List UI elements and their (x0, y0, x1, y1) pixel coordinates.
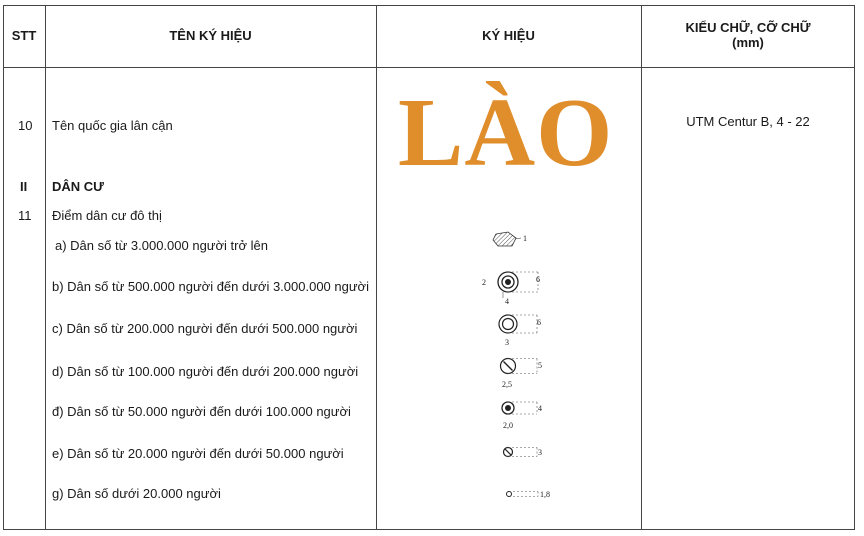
center-dot-icon (505, 279, 511, 285)
dim-label: 2,5 (502, 380, 512, 389)
row-name: Tên quốc gia lân cận (52, 118, 173, 133)
item-label: c) Dân số từ 200.000 người đến dưới 500.000 người (52, 321, 358, 336)
row-name: Điểm dân cư đô thị (52, 208, 162, 223)
dim-label: 5 (538, 361, 542, 370)
dim-label: 3 (505, 338, 509, 347)
item-label: đ) Dân số từ 50.000 người đến dưới 100.000 người (52, 404, 351, 419)
col-divider (45, 6, 46, 529)
city-symbol-d (497, 354, 557, 394)
item-label: a) Dân số từ 3.000.000 người trở lên (55, 238, 268, 253)
item-label: e) Dân số từ 20.000 người đến dưới 50.000 người (52, 446, 344, 461)
ring-icon (507, 492, 512, 497)
header-font-line2: (mm) (732, 35, 764, 50)
inner-ring-icon (503, 319, 514, 330)
header-symbol: KÝ HIỆU (482, 28, 535, 43)
section-title: DÂN CƯ (52, 179, 104, 194)
item-label: d) Dân số từ 100.000 người đến dưới 200.000 người (52, 364, 359, 379)
item-label: g) Dân số dưới 20.000 người (52, 486, 221, 501)
row-font: UTM Centur B, 4 - 22 (686, 114, 810, 129)
dim-label: 6 (536, 275, 540, 284)
dim-label: 4 (505, 297, 509, 306)
slash-icon (504, 362, 513, 371)
dim-label: 2,0 (503, 421, 513, 430)
dim-label: 2 (482, 278, 486, 287)
urban-area-symbol (490, 228, 550, 252)
dim-label: 1 (523, 234, 527, 243)
header-font-size (641, 20, 855, 50)
city-symbol-g (503, 487, 563, 505)
col-divider (641, 6, 642, 529)
city-symbol-e (500, 444, 550, 464)
header-divider (4, 67, 854, 68)
country-label-symbol: LÀO (398, 79, 614, 187)
hatched-area-icon (493, 232, 516, 246)
dim-label: 4 (538, 404, 542, 413)
dim-label: 1,8 (540, 490, 550, 499)
row-stt: 11 (18, 208, 32, 223)
header-font-line1: KIỂU CHỮ, CỠ CHỮ (685, 20, 811, 35)
item-label: b) Dân số từ 500.000 người đến dưới 3.000.000 người (52, 279, 369, 294)
header-name: TÊN KÝ HIỆU (169, 28, 252, 43)
city-symbol-c (495, 310, 555, 350)
dim-label: 6 (537, 318, 541, 327)
dim-label: 3 (538, 448, 542, 457)
slash-icon (505, 449, 511, 455)
center-dot-icon (505, 405, 511, 411)
header-stt: STT (11, 28, 37, 43)
city-symbol-b (478, 266, 548, 308)
section-number: II (20, 179, 28, 194)
outer-ring-icon (499, 315, 517, 333)
col-divider (376, 6, 377, 529)
row-stt: 10 (18, 118, 33, 133)
city-symbol-dd (499, 398, 559, 434)
